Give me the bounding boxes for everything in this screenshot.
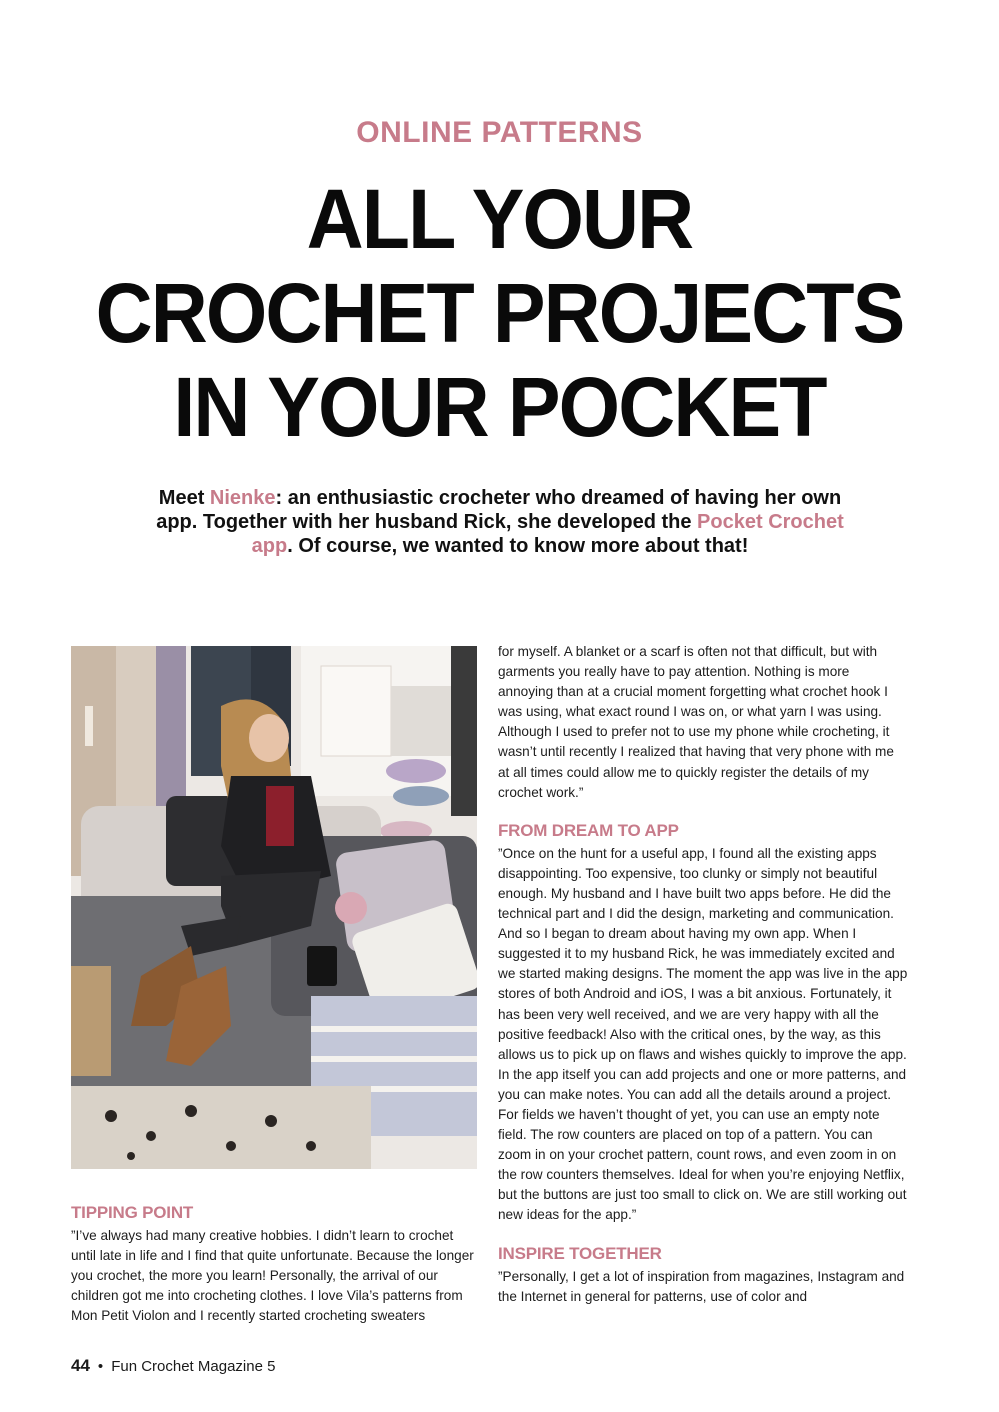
right-column bbox=[498, 642, 908, 1307]
headline-line-2: CROCHET PROJECTS bbox=[95, 266, 904, 360]
article-headline bbox=[30, 172, 969, 454]
article-photo bbox=[71, 646, 477, 1169]
intro-name-highlight: Nienke bbox=[209, 487, 276, 509]
intro-app-highlight: Pocket Crochet app bbox=[251, 511, 844, 557]
heading-tipping-point: TIPPING POINT bbox=[71, 1203, 194, 1222]
photo-woman-crocheting-illustration bbox=[71, 646, 477, 1169]
paragraph-continued: for myself. A blanket or a scarf is often not that difficult, but with garments you really have to pay attention. Nothing is more annoying than at a crucial moment forgetting what crochet hook I was using, what exact round I was on, or what yarn I was using. Although I used to prefer not to use my phone while crocheting, it wasn’t until recently I realized that having that very phone with me at all times could allow me to quickly register the details of my crochet work.” bbox=[498, 644, 894, 800]
intro-text: : an enthusiastic crocheter who dreamed of having her own app. Together with her husband Rick, she developed the bbox=[156, 487, 842, 533]
paragraph-tipping-point: ”I’ve always had many creative hobbies. I didn’t learn to crochet until late in life and I find that quite unfortunate. Because the longer you crochet, the more you learn! Personally, the arrival of our children got me into crocheting clothes. I love Vila’s patterns from Mon Petit Violon and I recently started crocheting sweaters bbox=[71, 1228, 474, 1324]
paragraph-from-dream-to-app: ”Once on the hunt for a useful app, I found all the existing apps disappointing. Too expensive, too clunky or simply not beautiful enough. My husband and I have built two apps before. He did the technical part and I did the design, marketing and communication. And so I began to dream about having my own app. When I suggested it to my husband Rick, he was immediately excited and we started making designs. The moment the app was live in the app stores of both Android and iOS, I was a bit anxious. Fortunately, it has been very well received, and we are very happy with all the positive feedback! Also with the critical ones, by the way, as this allows us to pick up on flaws and wishes quickly to improve the app. In the app itself you can add projects and one or more patterns, and you can make notes. You can add all the details around a project. For fields we haven’t thought of yet, you can use an empty note field. The row counters are placed on top of a pattern. You can zoom in on your crochet pattern, count rows, and even zoom in on the row counters themselves. Ideal for when you’re enjoying Netflix, but the buttons are just too small to click on. We are still working out new ideas for the app.” bbox=[498, 845, 908, 1223]
page-number: 44 bbox=[71, 1356, 90, 1375]
page-footer bbox=[71, 1356, 275, 1376]
left-column bbox=[71, 1203, 479, 1326]
footer-separator: • bbox=[97, 1358, 104, 1375]
intro-text: . Of course, we wanted to know more about that! bbox=[287, 535, 749, 557]
heading-from-dream-to-app: FROM DREAM TO APP bbox=[498, 820, 679, 840]
paragraph-inspire-together: ”Personally, I get a lot of inspiration from magazines, Instagram and the Internet in general for patterns, use of color and bbox=[498, 1268, 905, 1304]
headline-line-1: ALL YOUR bbox=[306, 172, 693, 266]
article-intro bbox=[150, 486, 850, 558]
section-kicker: ONLINE PATTERNS bbox=[356, 116, 643, 149]
headline-line-3: IN YOUR POCKET bbox=[173, 360, 826, 454]
intro-text: Meet bbox=[158, 487, 210, 509]
magazine-name: Fun Crochet Magazine 5 bbox=[111, 1358, 276, 1375]
heading-inspire-together: INSPIRE TOGETHER bbox=[498, 1243, 662, 1263]
